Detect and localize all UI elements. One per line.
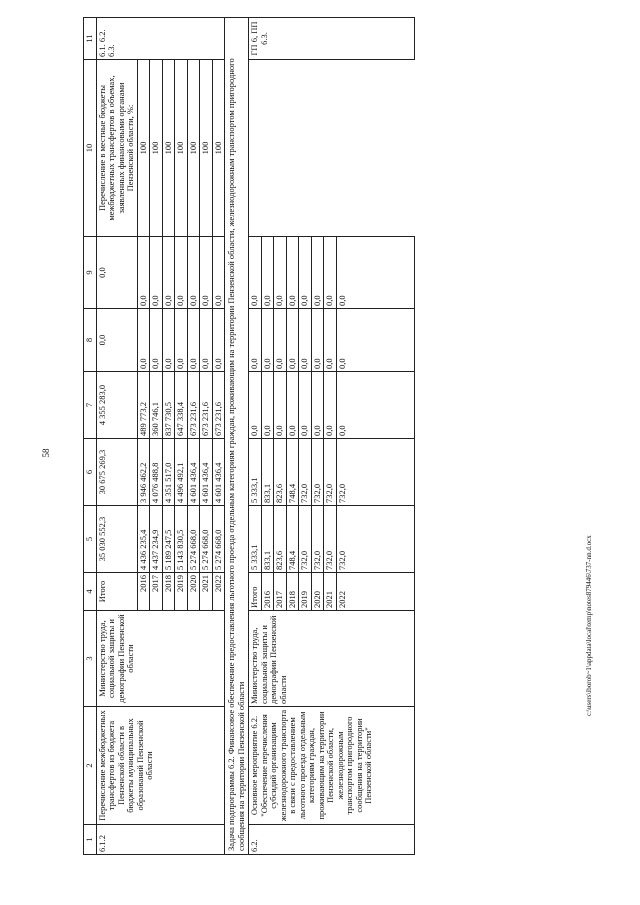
year-cell: 2021	[200, 573, 213, 611]
year-cell: 2017	[274, 573, 287, 611]
value-cell: 4 436 235,4	[137, 506, 150, 573]
value-cell: 4 355 283,0	[96, 372, 137, 439]
value-cell: 732,0	[299, 506, 312, 573]
value-cell: 0,0	[162, 237, 175, 309]
value-cell: 647 338,4	[175, 372, 188, 439]
year-cell: 2020	[187, 573, 200, 611]
col-num: 8	[84, 309, 97, 372]
value-cell: 100	[150, 60, 163, 237]
value-cell: 0,0	[336, 237, 414, 309]
value-cell: 0,0	[137, 237, 150, 309]
value-cell: 748,4	[286, 439, 299, 506]
value-cell: 489 773,2	[137, 372, 150, 439]
value-cell: 0,0	[200, 309, 213, 372]
value-cell: 0,0	[274, 237, 287, 309]
executor: Министерство труда, социальной защиты и демографии Пензенской области	[249, 611, 415, 707]
col-num: 11	[84, 18, 97, 60]
year-cell: 2016	[261, 573, 274, 611]
value-cell: 0,0	[162, 309, 175, 372]
value-cell: 100	[175, 60, 188, 237]
col-num: 10	[84, 60, 97, 237]
indicator-cell	[249, 60, 415, 237]
value-cell: 5 189 247,5	[162, 506, 175, 573]
value-cell: 732,0	[311, 439, 324, 506]
value-cell: 100	[212, 60, 225, 237]
col-num: 4	[84, 573, 97, 611]
task-heading: Задача подпрограммы 6.2. Финансовое обеспечение предоставления льготного проезда отдельным категориям граждан, проживающим на территории Пензенской области, железнодорожным транспортом пригородного сообщения на территории Пензенской области	[225, 18, 249, 855]
value-cell: 4 601 436,4	[187, 439, 200, 506]
value-cell: 0,0	[249, 372, 262, 439]
value-cell: 3 946 462,2	[137, 439, 150, 506]
value-cell: 823,6	[274, 439, 287, 506]
value-cell: 833,1	[261, 506, 274, 573]
executor: Министерство труда, социальной защиты и демографии Пензенской области	[96, 611, 225, 707]
year-cell: 2020	[311, 573, 324, 611]
value-cell: 0,0	[324, 237, 337, 309]
value-cell: 0,0	[187, 237, 200, 309]
indicator-cell: Перечисление в местные бюджеты межбюджетных трансфертов в объемах, заявленных финансовыми органами Пензенской области, %:	[96, 60, 137, 237]
col-num: 2	[84, 707, 97, 825]
col-num: 1	[84, 825, 97, 855]
value-cell: 0,0	[249, 237, 262, 309]
value-cell: 4 496 492,1	[175, 439, 188, 506]
value-cell: 0,0	[175, 309, 188, 372]
value-cell: 0,0	[249, 309, 262, 372]
value-cell: 833,1	[261, 439, 274, 506]
value-cell: 5 274 668,0	[212, 506, 225, 573]
value-cell: 100	[137, 60, 150, 237]
goal-cell: 6.1. 6.2. 6.3.	[96, 18, 225, 60]
value-cell: 732,0	[311, 506, 324, 573]
measure-name: Перечисление межбюджетных трансфертов из бюджета Пензенской области в бюджеты муниципальных образований Пензенской области	[96, 707, 225, 825]
value-cell: 673 231,6	[212, 372, 225, 439]
value-cell: 4 601 436,4	[212, 439, 225, 506]
col-num: 3	[84, 611, 97, 707]
value-cell: 0,0	[311, 237, 324, 309]
program-table	[83, 17, 415, 855]
value-cell: 0,0	[286, 237, 299, 309]
year-cell: 2017	[150, 573, 163, 611]
value-cell: 673 231,6	[187, 372, 200, 439]
year-cell: 2018	[162, 573, 175, 611]
year-cell: Итого	[96, 573, 137, 611]
value-cell: 4 351 517,0	[162, 439, 175, 506]
value-cell: 0,0	[299, 372, 312, 439]
value-cell: 732,0	[336, 506, 414, 573]
value-cell: 0,0	[150, 237, 163, 309]
year-cell: 2022	[212, 573, 225, 611]
value-cell: 5 333,1	[249, 506, 262, 573]
value-cell: 0,0	[311, 372, 324, 439]
value-cell: 0,0	[299, 237, 312, 309]
col-num: 6	[84, 439, 97, 506]
value-cell: 0,0	[261, 372, 274, 439]
value-cell: 0,0	[324, 309, 337, 372]
page-number: 58	[41, 448, 51, 458]
table-row	[96, 18, 137, 855]
value-cell: 0,0	[274, 372, 287, 439]
value-cell: 0,0	[175, 237, 188, 309]
value-cell: 0,0	[137, 309, 150, 372]
value-cell: 0,0	[261, 309, 274, 372]
value-cell: 0,0	[261, 237, 274, 309]
value-cell: 5 143 830,5	[175, 506, 188, 573]
value-cell: 100	[200, 60, 213, 237]
value-cell: 4 601 436,4	[200, 439, 213, 506]
value-cell: 4 076 488,8	[150, 439, 163, 506]
value-cell: 673 231,6	[200, 372, 213, 439]
value-cell: 0,0	[286, 372, 299, 439]
column-number-row	[84, 18, 97, 855]
measure-name: Основное мероприятие 6.2. "Обеспечение перечисления субсидий организациям железнодорожного транспорта в связи с предоставлением льготного проезда отдельным категориям граждан, проживающим на территории Пензенской области, железнодорожным транспортом пригородного сообщения на территории Пензенской области"	[249, 707, 415, 825]
task-row	[225, 18, 249, 855]
value-cell: 4 437 234,9	[150, 506, 163, 573]
value-cell: 0,0	[96, 237, 137, 309]
year-cell: 2016	[137, 573, 150, 611]
row-number: 6.2.	[249, 825, 415, 855]
value-cell: 5 333,1	[249, 439, 262, 506]
value-cell: 35 030 552,3	[96, 506, 137, 573]
rotated-table-container	[83, 18, 611, 855]
value-cell: 0,0	[212, 237, 225, 309]
year-cell: 2021	[324, 573, 337, 611]
value-cell: 732,0	[336, 439, 414, 506]
year-cell: 2019	[175, 573, 188, 611]
value-cell: 100	[162, 60, 175, 237]
value-cell: 0,0	[200, 237, 213, 309]
value-cell: 0,0	[324, 372, 337, 439]
value-cell: 0,0	[299, 309, 312, 372]
year-cell: 2022	[336, 573, 414, 611]
year-cell: 2018	[286, 573, 299, 611]
goal-cell: ГП 6, ПП 6.3.	[249, 18, 415, 60]
value-cell: 732,0	[324, 506, 337, 573]
row-number: 6.1.2	[96, 825, 225, 855]
value-cell: 5 274 668,0	[200, 506, 213, 573]
col-num: 5	[84, 506, 97, 573]
value-cell: 0,0	[187, 309, 200, 372]
value-cell: 0,0	[336, 372, 414, 439]
col-num: 9	[84, 237, 97, 309]
value-cell: 100	[187, 60, 200, 237]
value-cell: 30 675 269,3	[96, 439, 137, 506]
year-cell: Итого	[249, 573, 262, 611]
value-cell: 0,0	[150, 309, 163, 372]
value-cell: 5 274 668,0	[187, 506, 200, 573]
value-cell: 0,0	[274, 309, 287, 372]
value-cell: 837 730,5	[162, 372, 175, 439]
col-num: 7	[84, 372, 97, 439]
value-cell: 360 746,1	[150, 372, 163, 439]
value-cell: 0,0	[336, 309, 414, 372]
value-cell: 732,0	[299, 439, 312, 506]
value-cell: 0,0	[96, 309, 137, 372]
value-cell: 748,4	[286, 506, 299, 573]
year-cell: 2019	[299, 573, 312, 611]
value-cell: 0,0	[212, 309, 225, 372]
table-row	[249, 18, 262, 855]
value-cell: 0,0	[311, 309, 324, 372]
value-cell: 0,0	[286, 309, 299, 372]
value-cell: 823,6	[274, 506, 287, 573]
footer-file-path: c:\users\iborob~1\appdata\local\temp\notes879446\737-nn.d.ocx	[585, 535, 593, 716]
value-cell: 732,0	[324, 439, 337, 506]
